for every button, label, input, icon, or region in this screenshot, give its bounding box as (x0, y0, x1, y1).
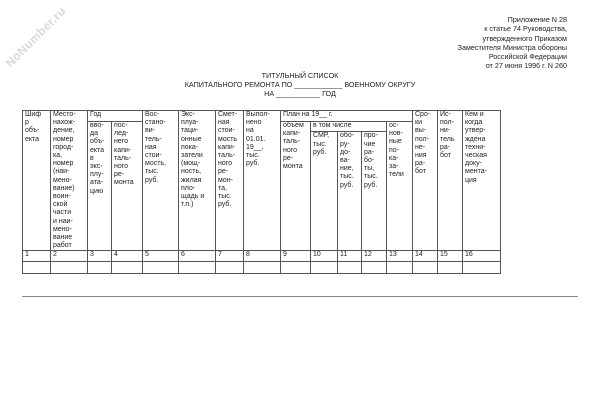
empty-cell (362, 262, 387, 274)
header-including: в том числе (311, 122, 387, 132)
header-estimated-cost: Смет- ная стои- мость капи- таль- ного ре- мон- та, тыс. руб. (216, 111, 244, 251)
header-location: Место- нахож- дение, номер город- ка, номер (наи- мено- вание) воин- ской части и наи- мено- вание работ (51, 111, 88, 251)
column-number: 14 (413, 251, 438, 262)
title-list-table (22, 110, 501, 274)
empty-cell (338, 262, 362, 274)
header-smr: СМР, тыс. руб. (311, 132, 338, 251)
header-plan: План на 19__ г. (281, 111, 413, 122)
column-number: 6 (179, 251, 216, 262)
header-approval: Кем и когда утвер- ждена техни- ческая доку- мента- ция (463, 111, 501, 251)
header-restoration-cost: Вос- стано- ви- тель- ная стои- мость, тыс. руб. (143, 111, 179, 251)
title-line: НА ___________ ГОД (264, 88, 336, 98)
column-number: 8 (244, 251, 281, 262)
appendix-note (458, 15, 567, 71)
column-number: 9 (281, 251, 311, 262)
header-main-indicators: ос- нов- ные по- ка- за- тели (387, 122, 413, 251)
empty-cell (143, 262, 179, 274)
column-number: 5 (143, 251, 179, 262)
appendix-line: Заместителя Министра обороны (457, 42, 567, 52)
title-line: ТИТУЛЬНЫЙ СПИСОК (261, 71, 339, 80)
column-number: 16 (463, 251, 501, 262)
watermark: NoNumber.ru (2, 4, 69, 70)
column-number: 3 (88, 251, 112, 262)
header-contractor: Ис- пол- ни- тель ра- бот (438, 111, 463, 251)
header-last-repair-year: пос- лед- него капи- таль- ного ре- монта (112, 122, 143, 251)
column-number: 4 (112, 251, 143, 262)
column-numbers-row (23, 251, 501, 262)
column-number: 7 (216, 251, 244, 262)
empty-cell (438, 262, 463, 274)
empty-data-row (23, 262, 501, 274)
empty-cell (88, 262, 112, 274)
document-title (0, 72, 600, 98)
column-number: 13 (387, 251, 413, 262)
column-number: 1 (23, 251, 51, 262)
empty-cell (281, 262, 311, 274)
separator-line (22, 296, 578, 297)
column-number: 2 (51, 251, 88, 262)
header-year: Год (88, 111, 143, 122)
empty-cell (413, 262, 438, 274)
empty-cell (51, 262, 88, 274)
empty-cell (216, 262, 244, 274)
column-number: 10 (311, 251, 338, 262)
appendix-line: к статье 74 Руководства, (484, 24, 567, 34)
empty-cell (387, 262, 413, 274)
empty-cell (463, 262, 501, 274)
empty-cell (244, 262, 281, 274)
header-operational-indicators: Экс- плуа- таци- онные пока- затели (мощ- ность, жилая пло- щадь и т.п.) (179, 111, 216, 251)
header-cipher: Шиф р объ- екта (23, 111, 51, 251)
column-number: 12 (362, 251, 387, 262)
title-line: КАПИТАЛЬНОГО РЕМОНТА ПО ____________ ВОЕННОМУ ОКРУГУ (184, 79, 416, 89)
header-completed: Выпол- нено на 01.01. 19__, тыс. руб. (244, 111, 281, 251)
column-number: 15 (438, 251, 463, 262)
header-equipment: обо- ру- до- ва- ние, тыс. руб. (338, 132, 362, 251)
header-other-works: про- чие ра- бо- ты, тыс. руб. (362, 132, 387, 251)
header-commissioning-year: вво- да объ- екта в экс- плу- ата- цию (88, 122, 112, 251)
appendix-line: Российской Федерации (488, 52, 567, 62)
header-repair-volume: объем капи- таль- ного ре- монта (281, 122, 311, 251)
appendix-line: утвержденного Приказом (482, 33, 567, 43)
empty-cell (311, 262, 338, 274)
empty-cell (112, 262, 143, 274)
empty-cell (179, 262, 216, 274)
appendix-line: Приложение N 28 (507, 15, 567, 24)
column-number: 11 (338, 251, 362, 262)
empty-cell (23, 262, 51, 274)
appendix-line: от 27 июня 1996 г. N 260 (485, 61, 567, 71)
header-deadlines: Сро- ки вы- пол- не- ния ра- бот (413, 111, 438, 251)
